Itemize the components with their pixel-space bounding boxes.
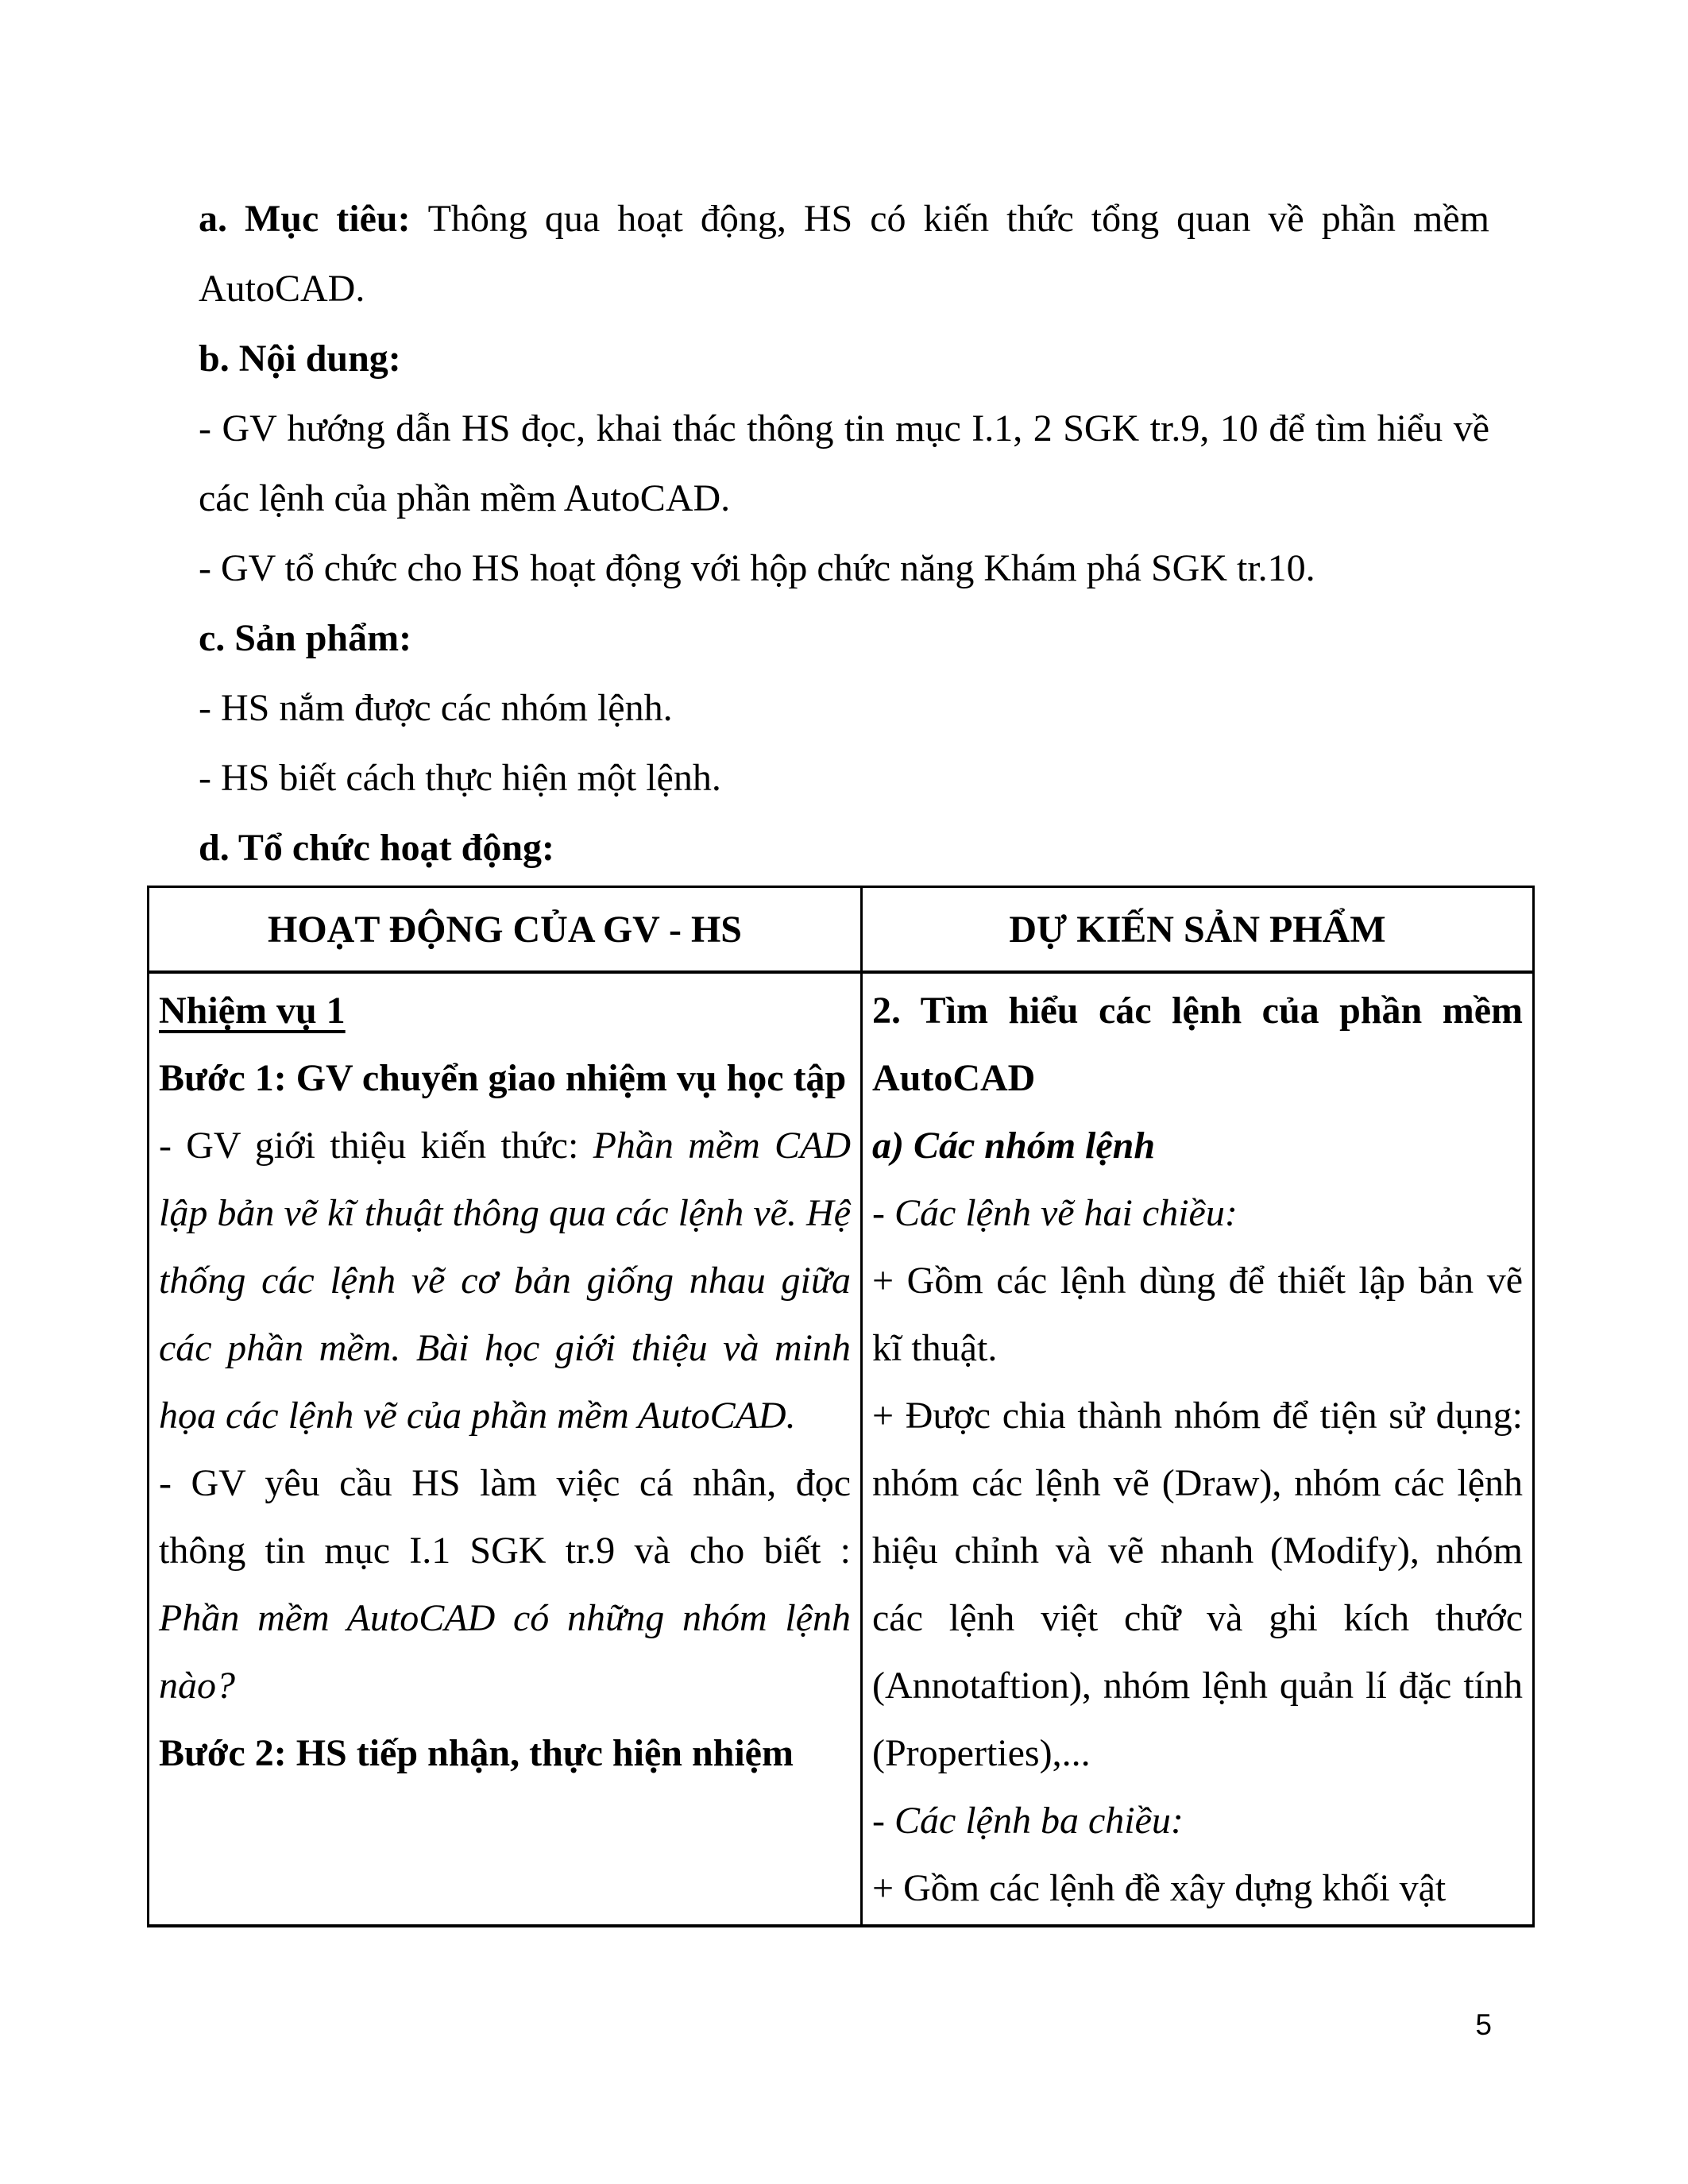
gv-yeu-cau-question: Phần mềm AutoCAD có những nhóm lệnh nào? — [159, 1597, 851, 1707]
paragraph-buoc-1 — [159, 1044, 851, 1112]
table-header-left: HOẠT ĐỘNG CỦA GV - HS — [149, 887, 862, 973]
paragraph-gom-cac-lenh-thiet-lap — [872, 1247, 1523, 1382]
gv-yeu-cau-lead: - GV yêu cầu HS làm việc cá nhân, đọc thông tin mục I.1 SGK tr.9 và cho biết : — [159, 1462, 851, 1572]
table-header-row — [149, 887, 1534, 973]
cac-nhom-lenh-heading: a) Các nhóm lệnh — [872, 1125, 1156, 1167]
gv-gioi-thieu-lead: - GV giới thiệu kiến thức: — [159, 1125, 593, 1167]
page-number: 5 — [1475, 2008, 1492, 2041]
activity-table — [147, 886, 1535, 1927]
noi-dung-label: b. Nội dung: — [199, 338, 401, 380]
lesson-plan-body — [199, 184, 1489, 883]
paragraph-muc-tieu — [199, 184, 1489, 324]
buoc-2-label: Bước 2: HS tiếp nhận, thực hiện nhiệm — [159, 1732, 794, 1774]
muc-tieu-label: a. Mục tiêu: — [199, 198, 428, 240]
lenh-ba-chieu-label: - Các lệnh ba chiều: — [872, 1800, 1184, 1842]
paragraph-gv-yeu-cau — [159, 1449, 851, 1719]
gv-to-chuc-text: - GV tổ chức cho HS hoạt động với hộp chức năng Khám phá SGK tr.10. — [199, 547, 1315, 589]
paragraph-hs-nam-duoc — [199, 673, 1489, 743]
muc-tieu-text: Thông qua hoạt động, HS có kiến thức tổng quan về phần mềm AutoCAD. — [199, 198, 1490, 310]
to-chuc-hoat-dong-label: d. Tổ chức hoạt động: — [199, 827, 555, 869]
table-header-right: DỰ KIẾN SẢN PHẨM — [862, 887, 1534, 973]
paragraph-duoc-chia-thanh-nhom — [872, 1382, 1523, 1787]
gom-cac-lenh-thiet-lap-text: + Gồm các lệnh dùng để thiết lập bản vẽ kĩ thuật. — [872, 1260, 1523, 1369]
table-content-row — [149, 972, 1534, 1926]
paragraph-noi-dung-label — [199, 324, 1489, 394]
gv-gioi-thieu-italic: Phần mềm CAD lập bản vẽ kĩ thuật thông qua các lệnh vẽ. Hệ thống các lệnh vẽ cơ bản giống nhau giữa các phần mềm. Bài học giới thiệu và minh họa các lệnh vẽ của phần mềm AutoCAD. — [159, 1125, 851, 1437]
san-pham-label: c. Sản phẩm: — [199, 617, 412, 659]
paragraph-gv-huong-dan — [199, 394, 1489, 534]
hs-biet-cach-text: - HS biết cách thực hiện một lệnh. — [199, 757, 721, 799]
lenh-hai-chieu-label: - Các lệnh vẽ hai chiều: — [872, 1192, 1238, 1234]
tim-hieu-lenh-heading: 2. Tìm hiểu các lệnh của phần mềm AutoCAD — [872, 990, 1523, 1099]
paragraph-to-chuc-hoat-dong-label — [199, 813, 1489, 883]
nhiem-vu-1-label: Nhiệm vụ 1 — [159, 990, 346, 1032]
paragraph-cac-nhom-lenh — [872, 1112, 1523, 1179]
cell-du-kien-content — [863, 974, 1532, 1924]
paragraph-buoc-2 — [159, 1719, 851, 1787]
cell-hoat-dong-content — [149, 974, 860, 1924]
buoc-1-label: Bước 1: GV chuyển giao nhiệm vụ học tập — [159, 1057, 847, 1099]
paragraph-lenh-ba-chieu — [872, 1787, 1523, 1854]
paragraph-tim-hieu-lenh — [872, 977, 1523, 1112]
paragraph-gom-cac-lenh-xay-dung — [872, 1854, 1523, 1922]
gom-cac-lenh-xay-dung-text: + Gồm các lệnh đề xây dựng khối vật — [872, 1867, 1447, 1909]
paragraph-gv-to-chuc — [199, 534, 1489, 604]
paragraph-lenh-hai-chieu — [872, 1179, 1523, 1247]
paragraph-nhiem-vu-1 — [159, 977, 851, 1044]
gv-huong-dan-text: - GV hướng dẫn HS đọc, khai thác thông tin mục I.1, 2 SGK tr.9, 10 để tìm hiểu về các lệnh của phần mềm AutoCAD. — [199, 407, 1489, 519]
duoc-chia-thanh-nhom-text: + Được chia thành nhóm để tiện sử dụng: nhóm các lệnh vẽ (Draw), nhóm các lệnh hiệu chỉnh và vẽ nhanh (Modify), nhóm các lệnh việt chữ và ghi kích thước (Annotaftion), nhóm lệnh quản lí đặc tính (Properties),... — [872, 1395, 1523, 1774]
paragraph-gv-gioi-thieu — [159, 1112, 851, 1449]
paragraph-hs-biet-cach — [199, 743, 1489, 813]
hs-nam-duoc-text: - HS nắm được các nhóm lệnh. — [199, 687, 673, 729]
cell-hoat-dong-gv-hs — [149, 972, 862, 1926]
paragraph-san-pham-label — [199, 604, 1489, 673]
cell-du-kien-san-pham — [862, 972, 1534, 1926]
